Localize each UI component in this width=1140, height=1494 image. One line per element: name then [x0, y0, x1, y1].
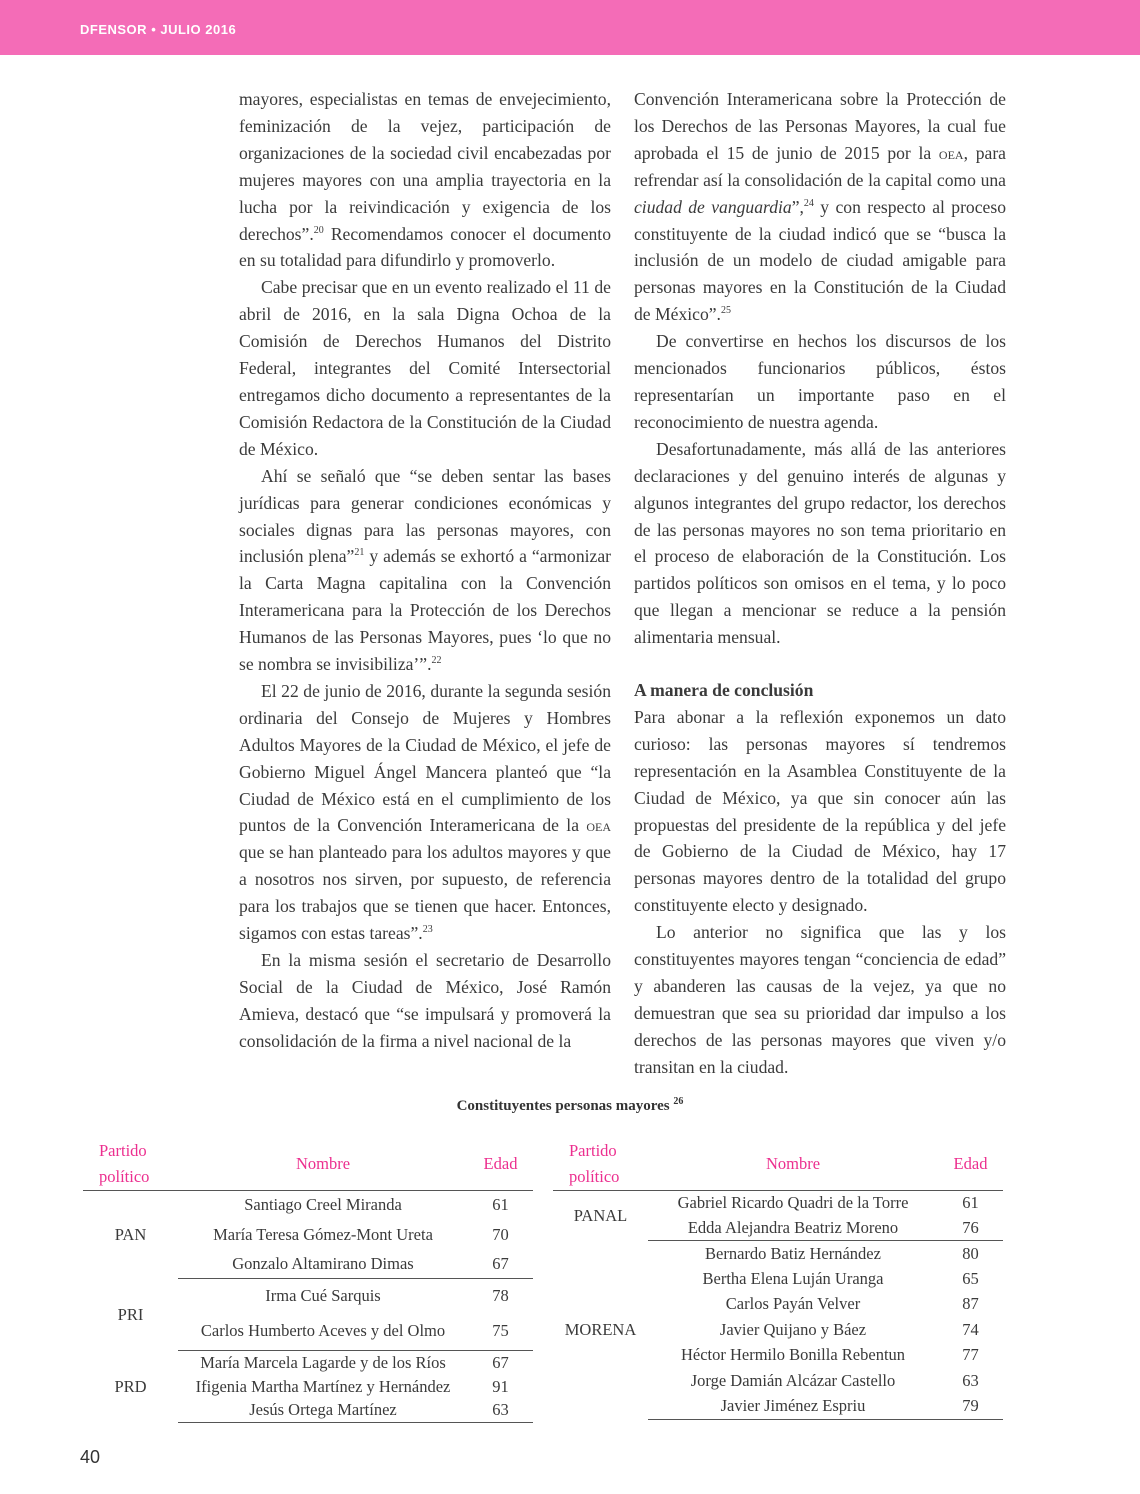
age-cell: 91 [492, 1376, 509, 1396]
paragraph: Cabe precisar que en un evento realizado el 11 de abril de 2016, en la sala Digna Ochoa de la Comisión de Derechos Humanos del Distrito Federal, integrantes del Comité Intersectorial entregamos dicho documento a representantes de la Comisión Redactora de la Constitución de la Ciudad de México. [239, 277, 611, 459]
paragraph: Convención Interamericana sobre la Protección de los Derechos de las Personas Mayores, la cual fue aprobada el 15 de junio de 2015 por la oea, para refrendar así la consolidación de la capital como una ciudad de vanguardia”,$^{24}$ y con respecto al proceso constituyente de la ciudad indicó que se “busca la inclusión de un modelo de ciudad amigable para personas mayores en la Constitución de la Ciudad de México”.$^{25}$ [634, 89, 1006, 325]
footnote-ref: 22 [431, 655, 442, 667]
age-cell: 67 [492, 1352, 509, 1372]
age-cell: 63 [468, 1399, 533, 1423]
name-cell: Gonzalo Altamirano Dimas [178, 1251, 468, 1279]
header-party: Partido político [553, 1138, 648, 1191]
section-heading: A manera de conclusión [634, 680, 814, 701]
footnote-ref: 21 [354, 547, 365, 559]
table-row [83, 1279, 533, 1313]
header-bar [0, 0, 1140, 55]
header-name: Nombre [648, 1138, 938, 1191]
paragraph: Desafortunadamente, más allá de las anteriores declaraciones y del genuino interés de algunas y algunos integrantes del grupo redactor, los derechos de las personas mayores no son tema prioritario en el proceso de elaboración de la Constitución. Los partidos políticos son omisos en el tema, y lo poco que llegan a mencionar se reduce a la pensión alimentaria mensual. [634, 438, 1006, 648]
page-number: 40 [80, 1447, 101, 1467]
age-cell: 76 [938, 1216, 1003, 1241]
party-cell: PRI [117, 1304, 144, 1324]
age-cell: 63 [962, 1370, 979, 1390]
paragraph: Lo anterior no significa que las y los constituyentes mayores tengan “conciencia de edad” y abanderen las causas de la vejez, ya que no demuestran que sea su prioridad dar impulso a los derechos de las personas mayores que viven y/o transitan en la ciudad. [634, 922, 1006, 1077]
name-cell: Ifigenia Martha Martínez y Hernández [195, 1376, 451, 1396]
name-cell: Carlos Humberto Aceves y del Olmo [178, 1313, 468, 1351]
paragraph: Ahí se señaló que “se deben sentar las bases jurídicas para generar condiciones económicas y sociales dignas para las personas mayores, con inclusión plena”$^{21}$ y además se exhortó a “armonizar la Carta Magna capitalina con la Convención Interamericana para la Protección de los Derechos Humanos de las Personas Mayores, pues ‘lo que no se nombra se invisibiliza’”.$^{22}$ [239, 465, 611, 675]
name-cell: Jorge Damián Alcázar Castello [690, 1370, 896, 1390]
age-cell: 65 [962, 1268, 979, 1288]
name-cell: Jesús Ortega Martínez [178, 1399, 468, 1423]
age-cell: 74 [962, 1319, 979, 1339]
footnote-ref: 25 [720, 305, 731, 317]
age-cell: 70 [492, 1224, 509, 1244]
age-cell: 61 [962, 1193, 979, 1213]
header-age: Edad [938, 1138, 1003, 1191]
header-age: Edad [468, 1138, 533, 1191]
name-cell: Santiago Creel Miranda [244, 1194, 402, 1214]
name-cell: Bertha Elena Luján Uranga [702, 1268, 884, 1288]
header-separator: • [151, 22, 157, 37]
age-cell: 78 [492, 1285, 509, 1305]
age-cell: 77 [962, 1345, 979, 1365]
right-column [634, 86, 1006, 1081]
name-cell: Edda Alejandra Beatriz Moreno [648, 1216, 938, 1241]
magazine-name: DFENSOR [80, 22, 148, 37]
paragraph: mayores, especialistas en temas de envejecimiento, feminización de la vejez, participación de organizaciones de la sociedad civil encabezadas por mujeres mayores con una amplia trayectoria en la lucha por la reivindicación y exigencia de los derechos”.$^{20}$ Recomendamos conocer el documento en su totalidad para difundirlo y promoverlo. [239, 89, 611, 271]
name-cell: Héctor Hermilo Bonilla Rebentun [680, 1345, 906, 1365]
footnote-ref: 26 [673, 1096, 684, 1107]
name-cell: Carlos Payán Velver [725, 1294, 861, 1314]
name-cell: Bernardo Batiz Hernández [705, 1243, 881, 1263]
name-cell: María Teresa Gómez-Mont Ureta [213, 1224, 433, 1244]
party-cell: MORENA [564, 1319, 637, 1339]
constituents-table-left [83, 1138, 533, 1423]
party-cell: PANAL [573, 1205, 628, 1225]
name-cell: Javier Quijano y Báez [719, 1319, 867, 1339]
constituents-table-right [553, 1138, 1003, 1420]
name-cell: Gabriel Ricardo Quadri de la Torre [677, 1193, 909, 1213]
age-cell: 79 [938, 1394, 1003, 1420]
footnote-ref: 24 [803, 197, 814, 209]
age-cell: 67 [468, 1251, 533, 1279]
age-cell: 75 [468, 1313, 533, 1351]
paragraph: El 22 de junio de 2016, durante la segunda sesión ordinaria del Consejo de Mujeres y Hombres Adultos Mayores de la Ciudad de México, el jefe de Gobierno Miguel Ángel Mancera planteó que “la Ciudad de México está en el cumplimiento de los puntos de la Convención Interamericana de la oea que se han planteado para los adultos mayores y que a nosotros nos sirven, por supuesto, de referencia para los trabajos que se tienen que hacer. Entonces, sigamos con estas tareas”.$^{23}$ [239, 680, 611, 944]
table-caption: Constituyentes personas mayores $^{26}$ [456, 1096, 684, 1114]
paragraph: En la misma sesión el secretario de Desarrollo Social de la Ciudad de México, José Ramón Amieva, destacó que “se impulsará y promoverá la consolidación de la firma a nivel nacional de la [239, 950, 611, 1051]
party-cell: PAN [114, 1224, 147, 1244]
footnote-ref: 23 [422, 924, 433, 936]
name-cell: María Marcela Lagarde y de los Ríos [200, 1352, 446, 1372]
left-column [239, 86, 611, 1055]
publication-header [80, 22, 236, 37]
name-cell: Javier Jiménez Espriu [648, 1394, 938, 1420]
paragraph: Para abonar a la reflexión exponemos un dato curioso: las personas mayores sí tendremos representación en la Asamblea Constituyente de la Ciudad de México, ya que sin conocer aún las propuestas del presidente de la república y del jefe de Gobierno de la Ciudad de México, hay 17 personas mayores dentro de la totalidad del grupo constituyente electo y designado. [634, 706, 1006, 916]
age-cell: 87 [962, 1294, 979, 1314]
age-cell: 61 [492, 1194, 509, 1214]
table-row [553, 1241, 1003, 1267]
age-cell: 80 [962, 1243, 979, 1263]
table-row [553, 1191, 1003, 1216]
table-row [83, 1191, 533, 1219]
table-row [83, 1351, 533, 1375]
party-cell: PRD [114, 1376, 147, 1396]
paragraph: De convertirse en hechos los discursos de los mencionados funcionarios públicos, éstos representarían un importante paso en el reconocimiento de nuestra agenda. [634, 331, 1006, 432]
header-party: Partido político [83, 1138, 178, 1191]
header-name: Nombre [178, 1138, 468, 1191]
footnote-ref: 20 [313, 224, 324, 236]
name-cell: Irma Cué Sarquis [265, 1285, 381, 1305]
issue-date: JULIO 2016 [160, 22, 237, 37]
